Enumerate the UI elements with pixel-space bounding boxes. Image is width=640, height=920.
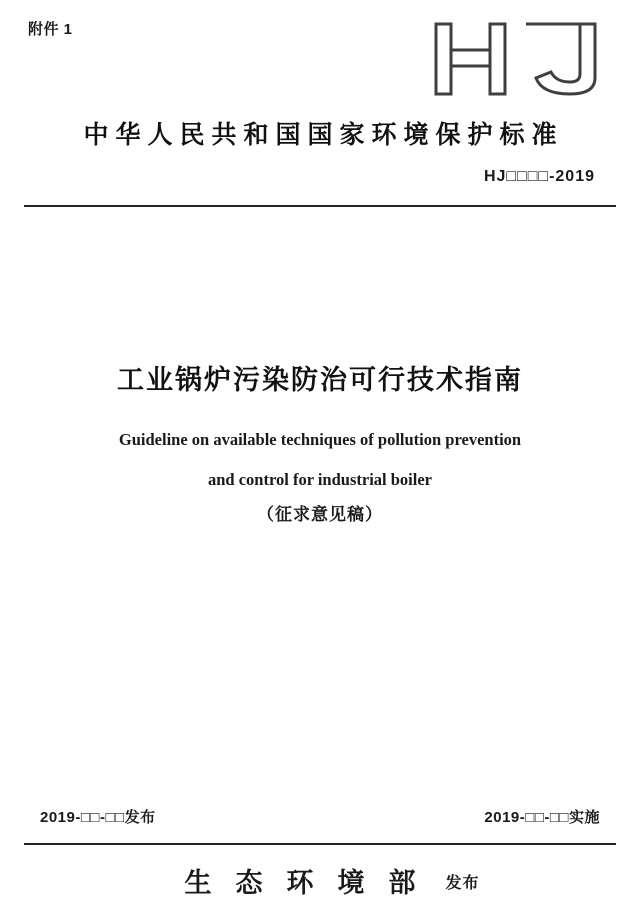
issuer-verb: 发布 <box>445 875 480 892</box>
english-title-line-1: Guideline on available techniques of pollution prevention <box>118 430 522 449</box>
issuer-name: 生态环境部 <box>184 868 440 898</box>
standard-title: 中华人民共和国国家环境保护标准 <box>83 121 564 149</box>
header-divider <box>24 205 616 207</box>
footer-divider <box>24 843 616 845</box>
effective-date: 2019-□□-□□实施 <box>484 809 600 826</box>
draft-status-note: （征求意见稿） <box>257 505 383 524</box>
standard-code: HJ□□□□-2019 <box>483 168 595 185</box>
document-main-title: 工业锅炉污染防治可行技术指南 <box>117 365 523 395</box>
issue-date: 2019-□□-□□发布 <box>40 809 156 826</box>
document-english-title <box>0 420 640 500</box>
english-title-line-2: and control for industrial boiler <box>208 470 432 489</box>
attachment-label: 附件 1 <box>28 21 73 38</box>
hj-logo-icon <box>430 20 600 98</box>
issuer-row <box>0 861 640 900</box>
